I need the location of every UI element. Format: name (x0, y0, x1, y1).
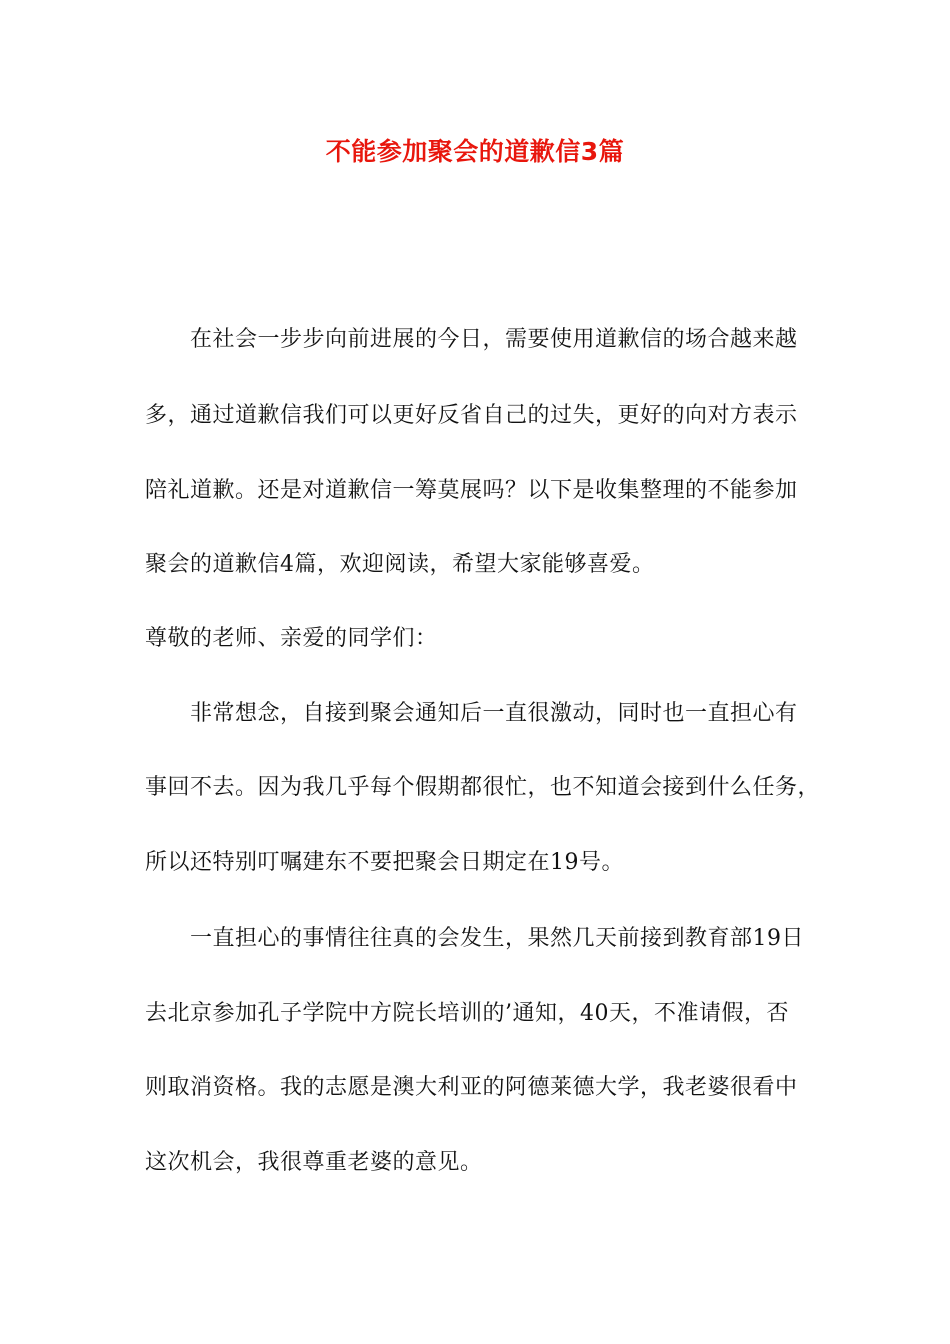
paragraph-line: 非常想念，自接到聚会通知后一直很激动，同时也一直担心有 (190, 701, 798, 726)
paragraph-line: 聚会的道歉信4篇，欢迎阅读，希望大家能够喜爱。 (145, 552, 655, 577)
paragraph-line: 则取消资格。我的志愿是澳大利亚的阿德莱德大学，我老婆很看中 (145, 1075, 798, 1100)
paragraph-line: 事回不去。因为我几乎每个假期都很忙，也不知道会接到什么任务， (145, 775, 821, 800)
paragraph-line: 这次机会，我很尊重老婆的意见。 (145, 1150, 483, 1175)
paragraph-line: 一直担心的事情往往真的会发生，果然几天前接到教育部19日 (190, 926, 804, 951)
paragraph-line: 多，通过道歉信我们可以更好反省自己的过失，更好的向对方表示 (145, 403, 798, 428)
paragraph-line: 去北京参加孔子学院中方院长培训的’通知，40天，不准请假，否 (145, 1001, 789, 1026)
salutation-line: 尊敬的老师、亲爱的同学们： (145, 626, 438, 651)
paragraph-line: 在社会一步步向前进展的今日，需要使用道歉信的场合越来越 (190, 327, 798, 352)
paragraph-line: 所以还特别叮嘱建东不要把聚会日期定在19号。 (145, 850, 624, 875)
document-title: 不能参加聚会的道歉信3篇 (325, 137, 625, 166)
paragraph-line: 陪礼道歉。还是对道歉信一筹莫展吗？以下是收集整理的不能参加 (145, 478, 798, 503)
